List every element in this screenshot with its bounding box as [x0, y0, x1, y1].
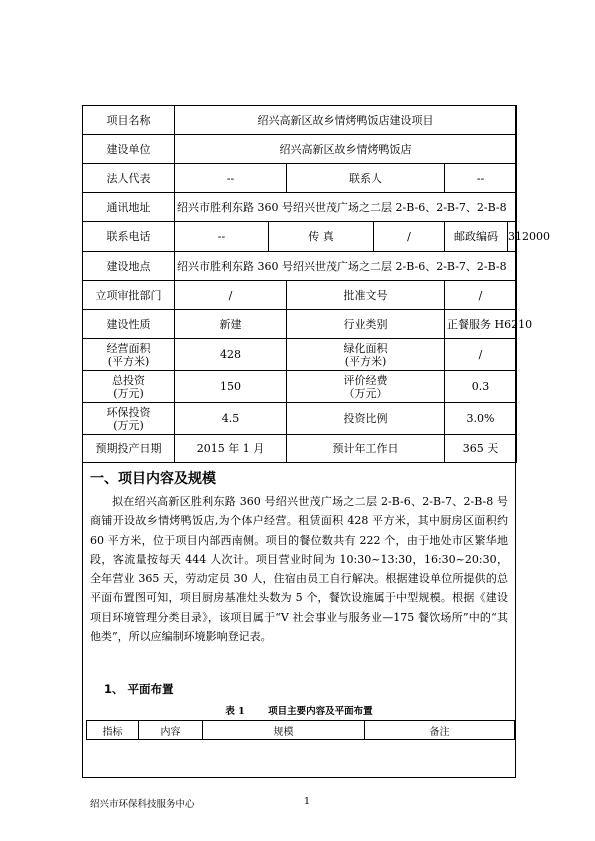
invest-label-line2: (万元) [113, 386, 144, 400]
eval-value: 0.3 [445, 371, 517, 403]
days-value: 365 天 [445, 435, 517, 463]
legal-value: -- [175, 164, 287, 193]
eval-label-line1: 评价经费 [343, 373, 388, 387]
date-label: 预期投产日期 [83, 435, 175, 463]
layout-table [86, 720, 515, 740]
postcode-label: 邮政编码 [445, 222, 508, 251]
green-label [287, 339, 445, 371]
phone-value: -- [175, 222, 269, 252]
fax-label: 传 真 [269, 222, 374, 252]
approve-no-label: 批准文号 [287, 281, 445, 310]
nature-label: 建设性质 [83, 310, 175, 339]
project-info-table [82, 105, 550, 463]
table-header-content: 内容 [139, 721, 203, 740]
table-caption-text: 项目主要内容及平面布置 [268, 706, 373, 717]
invest-label [83, 371, 175, 403]
area-label-line1: 经营面积 [106, 341, 151, 355]
industry-label: 行业类别 [287, 310, 445, 339]
green-label-line2: (平方米) [344, 354, 387, 368]
invest-label-line1: 总投资 [112, 373, 145, 387]
area-value: 428 [175, 339, 287, 371]
legal-label: 法人代表 [83, 164, 175, 193]
eval-label-line2: （万元） [343, 386, 388, 400]
contact-value: -- [445, 164, 517, 193]
site-label: 建设地点 [83, 252, 175, 281]
days-label: 预计年工作日 [287, 435, 445, 463]
nature-value: 新建 [175, 310, 287, 339]
industry-value: 正餐服务 H6210 [445, 310, 517, 339]
date-value: 2015 年 1 月 [175, 435, 287, 463]
section-title: 一、项目内容及规模 [90, 471, 216, 487]
env-label [83, 403, 175, 435]
address-value: 绍兴市胜利东路 360 号绍兴世茂广场之二层 2-B-6、2-B-7、2-B-8 [175, 193, 517, 222]
approve-dept-value: / [175, 281, 287, 310]
postcode-value: 312000 [508, 230, 550, 243]
area-label [83, 339, 175, 371]
approve-dept-label: 立项审批部门 [83, 281, 175, 310]
fax-value: / [374, 222, 445, 252]
phone-label: 联系电话 [83, 222, 175, 252]
contact-label: 联系人 [287, 164, 445, 193]
section-paragraph: 拟在绍兴高新区胜利东路 360 号绍兴世茂广场之二层 2-B-6、2-B-7、2-B-8 号商铺开设故乡情烤鸭饭店,为个体户经营。租赁面积 428 平方米，其中厨房区面积约 60 平方米，位于项目内部西南侧。项目的餐位数共有 222 个，由于地处市区繁华地段，客流量按每天 444 人次计。项目营业时间为 10:30~13:30，16:30~20:30，全年营业 365 天，劳动定员 30 人，住宿由员工自行解决。根据建设单位所提供的总平面布置图可知，项目厨房基准灶头数为 5 个，餐饮设施属于中型规模。根据《建设项目环境管理分类目录》，该项目属于“V 社会事业与服务业—175 餐饮场所”中的“其他类”，所以应编制环境影响登记表。 [90, 495, 508, 644]
table-caption-number: 表 1 [225, 706, 245, 717]
invest-value: 150 [175, 371, 287, 403]
subsection-title: 1、 平面布置 [104, 682, 174, 696]
env-label-line1: 环保投资 [106, 405, 151, 419]
unit-label: 建设单位 [83, 135, 175, 164]
table-caption [82, 703, 516, 717]
approve-no-value: / [445, 281, 517, 310]
env-label-line2: (万元) [113, 418, 144, 432]
table-header-remark: 备注 [365, 721, 515, 740]
eval-label [287, 371, 445, 403]
unit-value: 绍兴高新区故乡情烤鸭饭店 [175, 135, 517, 164]
site-value: 绍兴市胜利东路 360 号绍兴世茂广场之二层 2-B-6、2-B-7、2-B-8 [175, 252, 517, 281]
env-value: 4.5 [175, 403, 287, 435]
green-value: / [445, 339, 517, 371]
table-header-scale: 规模 [203, 721, 365, 740]
area-label-line2: (平方米) [107, 354, 150, 368]
ratio-value: 3.0% [445, 403, 517, 435]
project-name-value: 绍兴高新区故乡情烤鸭饭店建设项目 [175, 106, 517, 135]
project-name-label: 项目名称 [83, 106, 175, 135]
address-label: 通讯地址 [83, 193, 175, 222]
footer-organization: 绍兴市环保科技服务中心 [90, 799, 195, 810]
page-number: 1 [304, 796, 311, 807]
green-label-line1: 绿化面积 [343, 341, 388, 355]
table-header-indicator: 指标 [87, 721, 139, 740]
ratio-label: 投资比例 [287, 403, 445, 435]
